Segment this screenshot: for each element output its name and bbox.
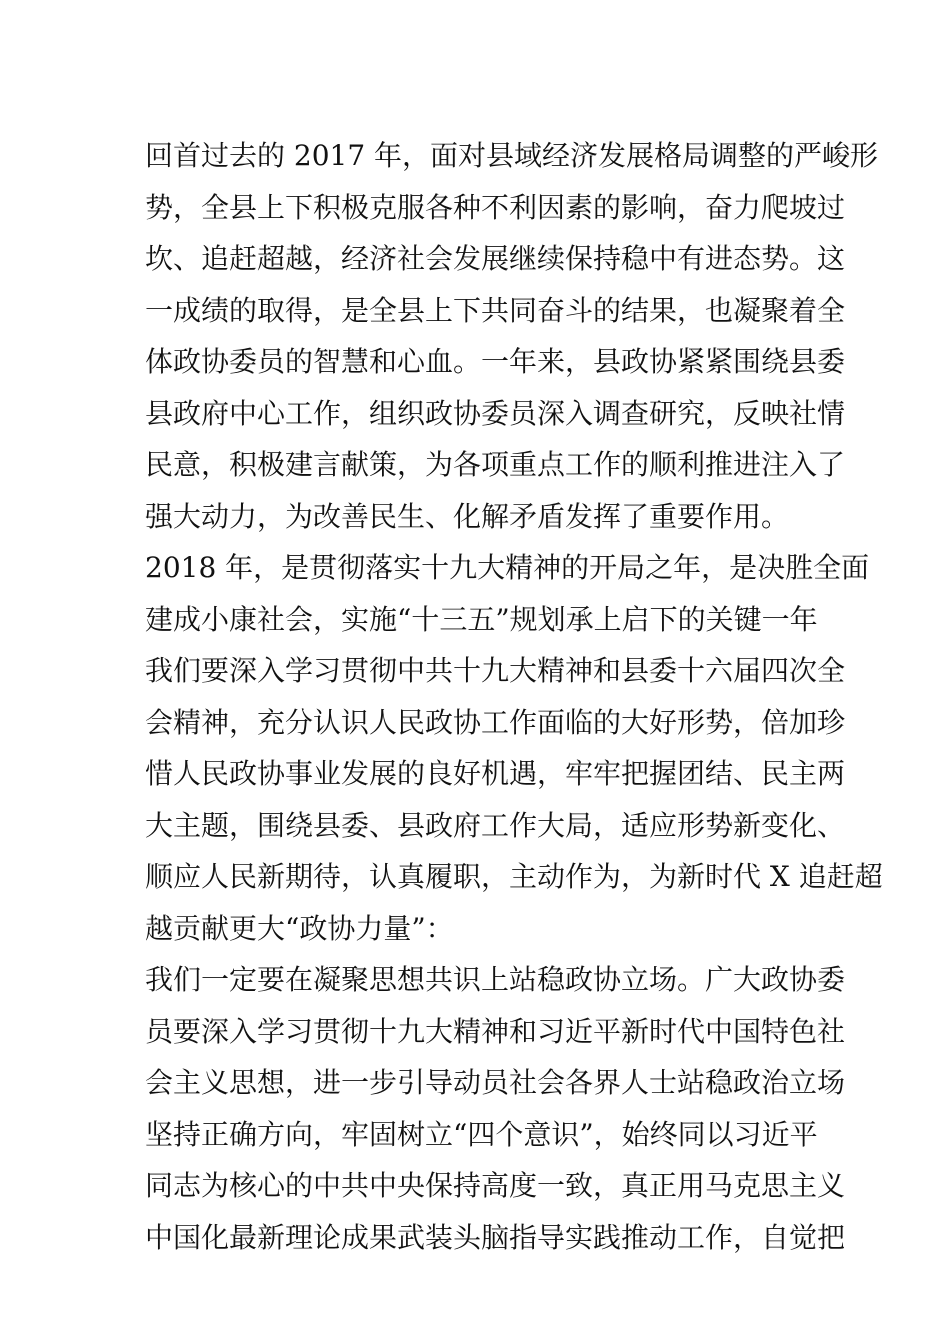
text-line: 同志为核心的中共中央保持高度一致，真正用马克思主义 <box>145 1169 846 1202</box>
text-line: 县政府中心工作，组织政协委员深入调查研究，反映社情 <box>145 396 846 430</box>
text-line: 2018 年，是贯彻落实十九大精神的开局之年，是决胜全面 <box>145 551 870 584</box>
text-line: 建成小康社会，实施“十三五”规划承上启下的关键一年 <box>145 602 818 636</box>
body-text <box>145 130 883 1263</box>
text-line: 我们一定要在凝聚思想共识上站稳政协立场。广大政协委 <box>145 963 846 996</box>
text-line: 大主题，围绕县委、县政府工作大局，适应形势新变化、 <box>145 808 846 842</box>
text-line: 一成绩的取得，是全县上下共同奋斗的结果，也凝聚着全 <box>145 293 846 327</box>
text-line: 强大动力，为改善民生、化解矛盾发挥了重要作用。 <box>145 499 790 533</box>
text-line: 员要深入学习贯彻十九大精神和习近平新时代中国特色社 <box>145 1014 846 1048</box>
text-line: 顺应人民新期待，认真履职，主动作为，为新时代 X 追赶超 <box>145 860 883 893</box>
text-line: 中国化最新理论成果武装头脑指导实践推动工作，自觉把 <box>145 1220 846 1254</box>
text-line: 我们要深入学习贯彻中共十九大精神和县委十六届四次全 <box>145 654 846 687</box>
text-line: 势，全县上下积极克服各种不利因素的影响，奋力爬坡过 <box>145 190 846 224</box>
text-line: 回首过去的 2017 年，面对县域经济发展格局调整的严峻形 <box>145 139 879 172</box>
text-line: 坚持正确方向，牢固树立“四个意识”，始终同以习近平 <box>145 1117 818 1151</box>
text-line: 越贡献更大“政协力量”： <box>145 911 454 945</box>
text-line: 会主义思想，进一步引导动员社会各界人士站稳政治立场 <box>145 1066 846 1099</box>
text-line: 会精神，充分认识人民政协工作面临的大好形势，倍加珍 <box>145 705 846 739</box>
text-line: 民意，积极建言献策，为各项重点工作的顺利推进注入了 <box>145 448 846 481</box>
text-line: 惜人民政协事业发展的良好机遇，牢牢把握团结、民主两 <box>145 757 846 790</box>
text-line: 坎、追赶超越，经济社会发展继续保持稳中有进态势。这 <box>145 242 846 275</box>
text-line: 体政协委员的智慧和心血。一年来，县政协紧紧围绕县委 <box>145 345 846 378</box>
